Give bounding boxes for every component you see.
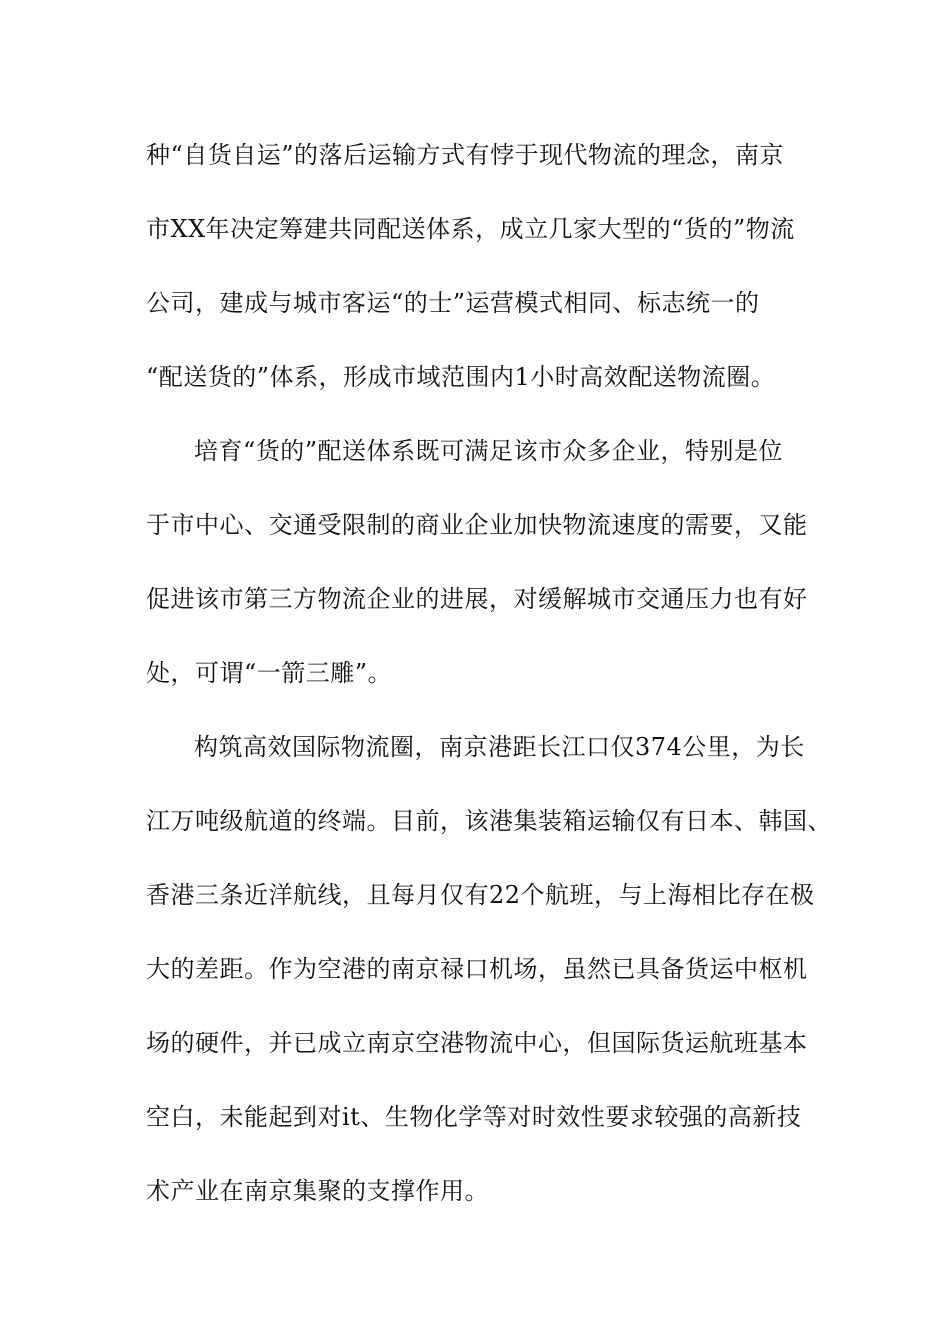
text-line: 香港三条近洋航线，且每月仅有22个航班，与上海相比存在极 (146, 881, 815, 909)
text-line: 大的差距。作为空港的南京禄口机场，虽然已具备货运中枢机 (146, 955, 808, 983)
paragraph-1 (146, 118, 826, 414)
text-line: 培育“货的”配送体系既可满足该市众多企业，特别是位 (194, 437, 784, 465)
document-body (146, 118, 832, 1228)
text-line: 江万吨级航道的终端。目前，该港集装箱运输仅有日本、韩国、 (146, 807, 832, 835)
text-line: 空白，未能起到对it、生物化学等对时效性要求较强的高新技 (146, 1103, 802, 1131)
text-line: 场的硬件，并已成立南京空港物流中心，但国际货运航班基本 (146, 1029, 808, 1057)
text-line: 市XX年决定筹建共同配送体系，成立几家大型的“货的”物流 (146, 215, 795, 243)
text-line: 促进该市第三方物流企业的进展，对缓解城市交通压力也有好 (146, 585, 808, 613)
text-line: 处，可谓“一箭三雕”。 (146, 659, 393, 687)
text-line: 公司，建成与城市客运“的士”运营模式相同、标志统一的 (146, 289, 760, 317)
text-line: 术产业在南京集聚的支撑作用。 (146, 1177, 489, 1205)
text-line: “配送货的”体系，形成市域范围内1小时高效配送物流圈。 (146, 363, 776, 391)
text-line: 种“自货自运”的落后运输方式有悖于现代物流的理念，南京 (146, 141, 785, 169)
text-line: 构筑高效国际物流圈，南京港距长江口仅374公里，为长 (194, 733, 805, 761)
text-line: 于市中心、交通受限制的商业企业加快物流速度的需要，又能 (146, 511, 808, 539)
paragraph-2 (146, 414, 826, 710)
paragraph-3 (146, 710, 832, 1228)
